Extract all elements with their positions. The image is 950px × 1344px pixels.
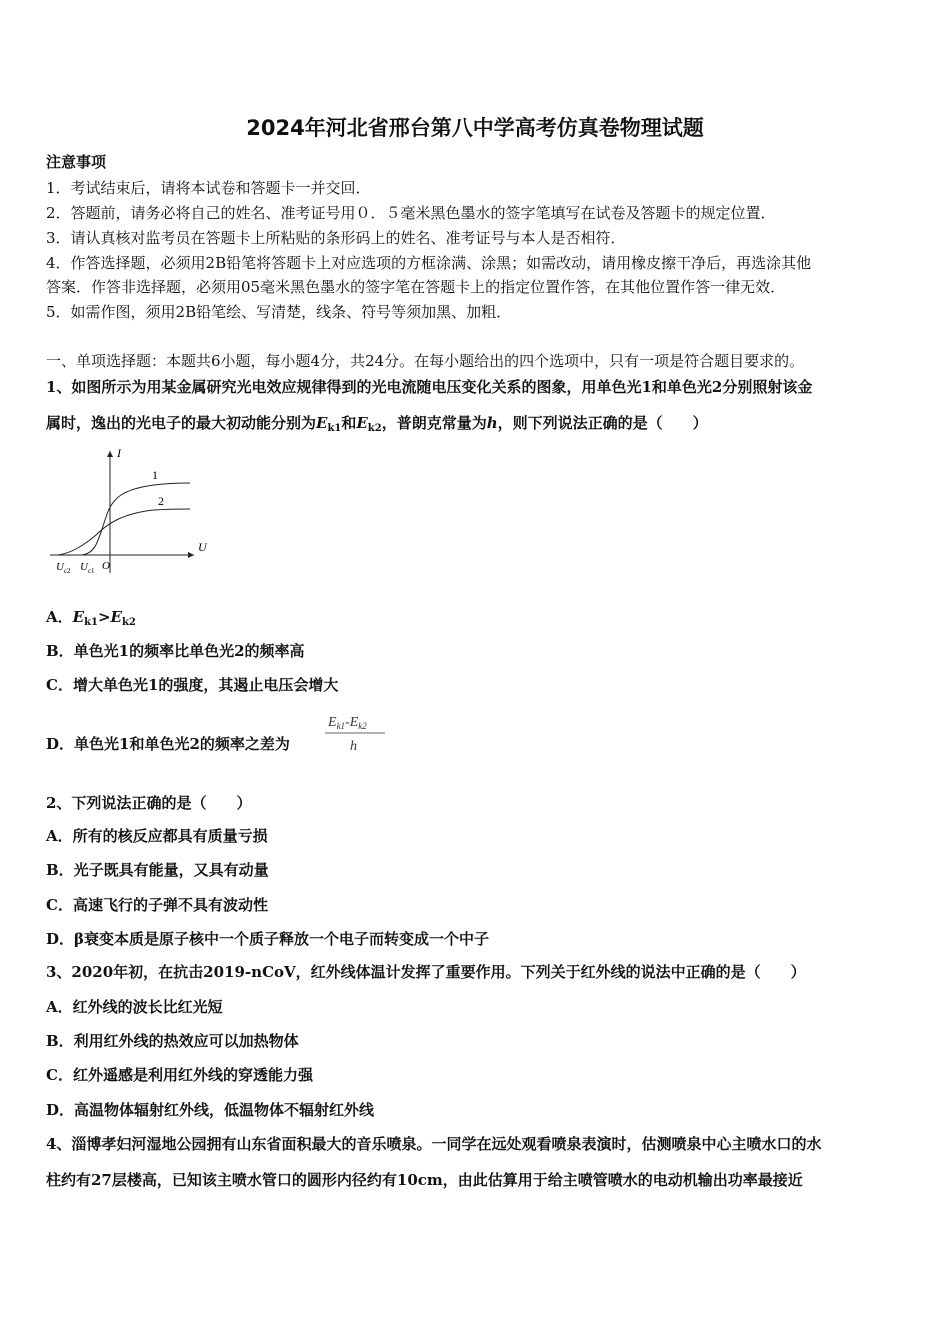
page-title: 2024年河北省邢台第八中学高考仿真卷物理试题: [246, 116, 704, 140]
notes-heading: 注意事项: [46, 153, 107, 171]
q1-option-b: B．单色光1的频率比单色光2的频率高: [46, 642, 305, 660]
q1-stem-line2: [46, 413, 708, 439]
q3-stem: 3、2020年初，在抗击2019-nCoV，红外线体温计发挥了重要作用。下列关于红外线的说法中正确的是（ ）: [46, 963, 806, 981]
q2-option-c: C．高速飞行的子弹不具有波动性: [46, 896, 268, 914]
curve-1-label: 1: [152, 468, 158, 482]
q4-stem-line1: 4、淄博孝妇河湿地公园拥有山东省面积最大的音乐喷泉。一同学在远处观看喷泉表演时，估测喷泉中心主喷水口的水: [46, 1135, 822, 1153]
q4-stem-line2: 柱约有27层楼高，已知该主喷水管口的圆形内径约有10cm，由此估算用于给主喷管喷水的电动机输出功率最接近: [46, 1171, 803, 1189]
q3-option-c: C．红外遥感是利用红外线的穿透能力强: [46, 1066, 313, 1084]
q1-stem-text: ，则下列说法正确的是（ ）: [497, 414, 708, 432]
section-heading: 一、单项选择题：本题共6小题，每小题4分，共24分。在每小题给出的四个选项中，只有一项是符合题目要求的。: [46, 352, 805, 370]
option-letter: A．: [46, 608, 73, 626]
greater-than: >: [97, 608, 111, 626]
photocurrent-voltage-graph: [44, 445, 219, 580]
note-item: 4．作答选择题，必须用2B铅笔将答题卡上对应选项的方框涂满、涂黑；如需改动，请用橡皮擦干净后，再选涂其他: [46, 254, 812, 272]
note-item: 2．答题前，请务必将自己的姓名、准考证号用０．５毫米黑色墨水的签字笔填写在试卷及答题卡的规定位置．: [46, 204, 776, 222]
uc1-label: $U_{c1}$: [80, 561, 95, 575]
k2-subscript: k2: [367, 423, 382, 434]
curve-2-label: 2: [158, 494, 164, 508]
q1-stem-text: 属时，逸出的光电子的最大初动能分别为: [46, 414, 317, 432]
origin-label: O: [102, 560, 110, 572]
note-item: 5．如需作图，须用2B铅笔绘、写清楚，线条、符号等须加黑、加粗．: [46, 303, 512, 321]
fraction-numerator: $E_{k1}-E_{k2}$: [328, 715, 367, 731]
fraction-denominator: h: [350, 739, 357, 754]
ek-symbol: E: [110, 608, 122, 626]
note-item: 答案．作答非选择题，必须用05毫米黑色墨水的签字笔在答题卡上的指定位置作答，在其他位置作答一律无效．: [46, 278, 786, 296]
frequency-difference-fraction: [322, 709, 388, 757]
and-text: 和: [341, 414, 357, 432]
ek-symbol: E: [316, 414, 328, 432]
q1-stem-line1: 1、如图所示为用某金属研究光电效应规律得到的光电流随电压变化关系的图象，用单色光1和单色光2分别照射该金: [46, 378, 813, 396]
axis-i-label: I: [117, 446, 121, 460]
q2-option-d: D．β衰变本质是原子核中一个质子释放一个电子而转变成一个中子: [46, 930, 489, 948]
q1-option-d: D．单色光1和单色光2的频率之差为: [46, 735, 290, 753]
note-item: 1．考试结束后，请将本试卷和答题卡一并交回．: [46, 179, 371, 197]
axis-u-label: U: [198, 540, 207, 554]
h-symbol: h: [486, 414, 498, 432]
curve-2: [58, 509, 190, 555]
q1-option-c: C．增大单色光1的强度，其遏止电压会增大: [46, 676, 339, 694]
q2-option-a: A．所有的核反应都具有质量亏损: [46, 827, 268, 845]
note-item: 3．请认真核对监考员在答题卡上所粘贴的条形码上的姓名、准考证号与本人是否相符．: [46, 229, 626, 247]
k2-subscript: k2: [121, 617, 136, 628]
uc2-label: $U_{c2}$: [56, 561, 71, 575]
curve-1: [82, 483, 190, 555]
ek-symbol: E: [356, 414, 368, 432]
k1-subscript: k1: [84, 617, 98, 628]
q3-option-d: D．高温物体辐射红外线，低温物体不辐射红外线: [46, 1101, 375, 1119]
q3-option-b: B．利用红外线的热效应可以加热物体: [46, 1032, 299, 1050]
q1-stem-text: ，普朗克常量为: [381, 414, 487, 432]
k1-subscript: k1: [327, 423, 342, 434]
q3-option-a: A．红外线的波长比红光短: [46, 998, 223, 1016]
q2-stem: 2、下列说法正确的是（ ）: [46, 794, 252, 812]
q2-option-b: B．光子既具有能量，又具有动量: [46, 861, 269, 879]
ek-symbol: E: [72, 608, 85, 626]
q1-option-a: [46, 607, 136, 633]
